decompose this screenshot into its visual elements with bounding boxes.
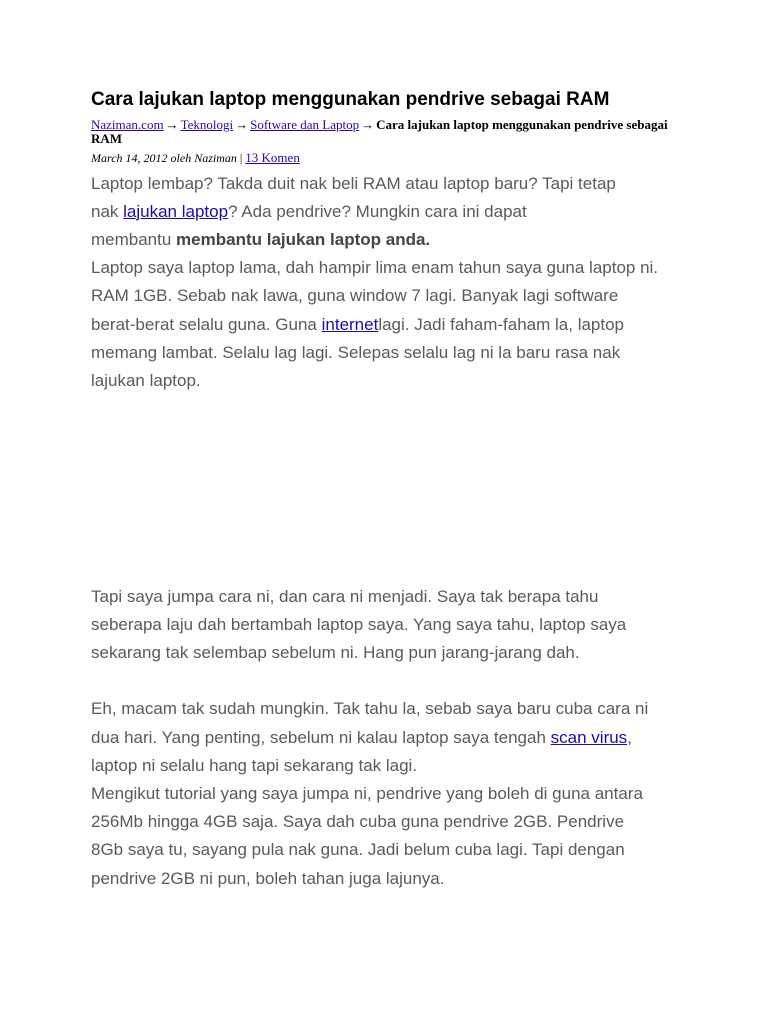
post-date-author: March 14, 2012 oleh Naziman	[91, 151, 237, 165]
text-line: pendrive 2GB ni pun, boleh tahan juga lajunya.	[91, 869, 445, 888]
breadcrumb-arrow-icon: →	[361, 117, 375, 132]
comments-link[interactable]: 13 Komen	[245, 150, 300, 165]
breadcrumb-software-link[interactable]: Software dan Laptop	[250, 117, 360, 132]
text-line	[91, 198, 527, 226]
scan-virus-link[interactable]: scan virus	[550, 728, 628, 747]
text-line: lajukan laptop.	[91, 371, 201, 390]
text-span: nak	[91, 202, 124, 221]
text-line	[91, 226, 430, 254]
text-line	[91, 311, 624, 339]
text-line: memang lambat. Selalu lag lagi. Selepas selalu lag ni la baru rasa nak	[91, 343, 621, 362]
breadcrumb-home-link[interactable]: Naziman.com	[91, 117, 164, 132]
text-line: Laptop saya laptop lama, dah hampir lima enam tahun saya guna laptop ni.	[91, 258, 659, 277]
text-line: 8Gb saya tu, sayang pula nak guna. Jadi belum cuba lagi. Tapi dengan	[91, 840, 625, 859]
text-line: Tapi saya jumpa cara ni, dan cara ni menjadi. Saya tak berapa tahu	[91, 587, 599, 606]
text-line: laptop ni selalu hang tapi sekarang tak lagi.	[91, 756, 418, 775]
text-line: sekarang tak selembap sebelum ni. Hang pun jarang-jarang dah.	[91, 643, 580, 662]
breadcrumb-arrow-icon: →	[165, 117, 179, 132]
text-line: 256Mb hingga 4GB saja. Saya dah cuba guna pendrive 2GB. Pendrive	[91, 812, 625, 831]
text-span: lagi. Jadi faham-faham la, laptop	[378, 315, 625, 334]
internet-link[interactable]: internet	[321, 315, 379, 334]
meta-separator: |	[239, 151, 243, 165]
text-line: Eh, macam tak sudah mungkin. Tak tahu la, sebab saya baru cuba cara ni	[91, 699, 649, 718]
text-line: RAM 1GB. Sebab nak lawa, guna window 7 lagi. Banyak lagi software	[91, 286, 619, 305]
breadcrumb-arrow-icon: →	[235, 117, 249, 132]
article-title: Cara lajukan laptop menggunakan pendrive sebagai RAM	[91, 89, 610, 110]
lajukan-laptop-link[interactable]: lajukan laptop	[123, 202, 229, 221]
text-span: ,	[627, 728, 632, 747]
text-line: Mengikut tutorial yang saya jumpa ni, pendrive yang boleh di guna antara	[91, 784, 643, 803]
breadcrumb	[91, 118, 681, 146]
text-line: seberapa laju dah bertambah laptop saya. Yang saya tahu, laptop saya	[91, 615, 627, 634]
breadcrumb-current: Cara lajukan laptop menggunakan pendrive sebagai RAM	[91, 117, 668, 146]
breadcrumb-teknologi-link[interactable]: Teknologi	[180, 117, 234, 132]
text-span: ? Ada pendrive? Mungkin cara ini dapat	[228, 202, 527, 221]
text-line	[91, 724, 632, 752]
text-span: dua hari. Yang penting, sebelum ni kalau laptop saya tengah	[91, 728, 551, 747]
text-span: membantu	[91, 230, 177, 249]
post-meta	[91, 151, 300, 165]
bold-text: membantu lajukan laptop anda.	[176, 230, 431, 249]
text-line: Laptop lembap? Takda duit nak beli RAM atau laptop baru? Tapi tetap	[91, 174, 616, 193]
text-span: berat-berat selalu guna. Guna	[91, 315, 322, 334]
